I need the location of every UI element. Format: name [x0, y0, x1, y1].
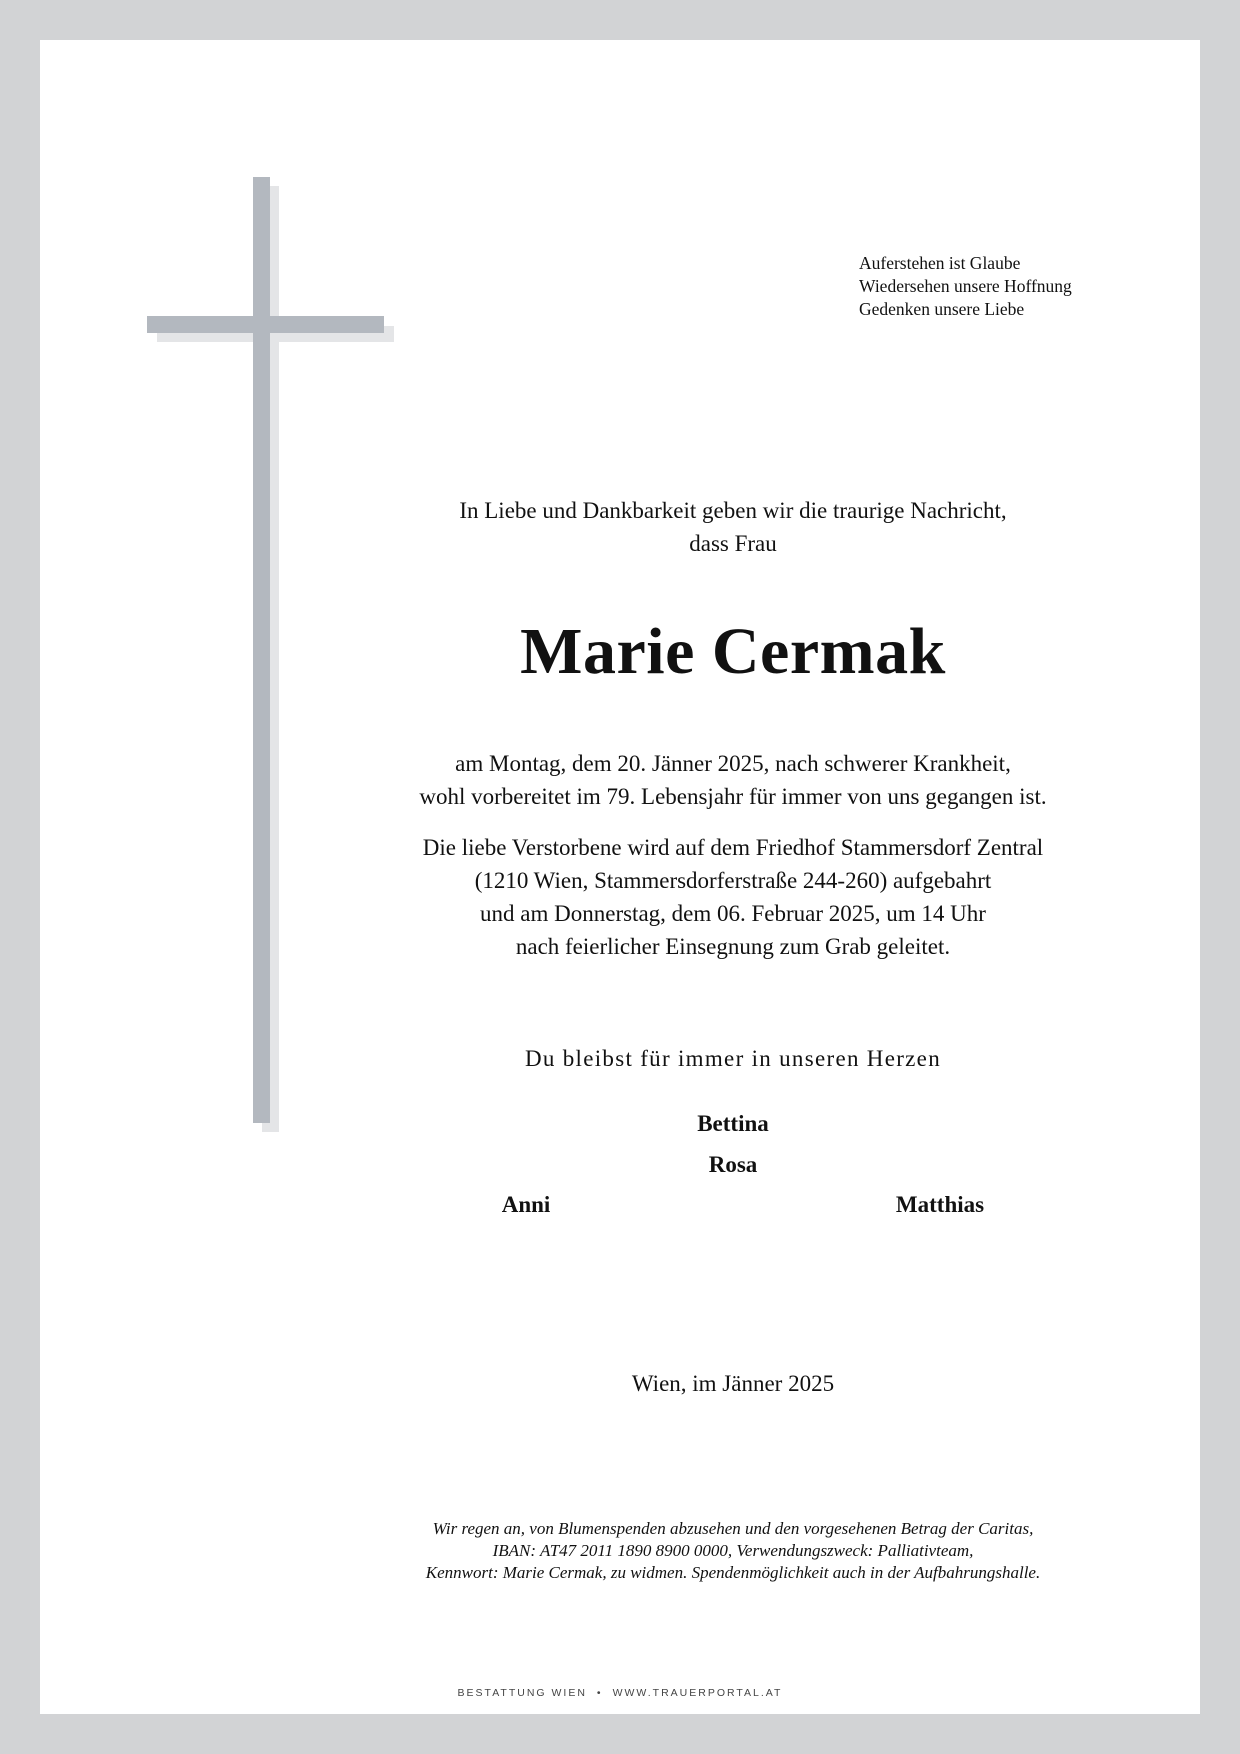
- intro-line: In Liebe und Dankbarkeit geben wir die traurige Nachricht,: [459, 498, 1007, 523]
- funeral-line: Die liebe Verstorbene wird auf dem Friedhof Stammersdorf Zentral: [422, 835, 1044, 860]
- funeral-line: und am Donnerstag, dem 06. Februar 2025, um 14 Uhr: [480, 901, 986, 926]
- mourner-rosa: Rosa: [708, 1152, 758, 1177]
- place-date: Wien, im Jänner 2025: [631, 1371, 835, 1396]
- passing-line: wohl vorbereitet im 79. Lebensjahr für immer von uns gegangen ist.: [419, 784, 1047, 809]
- donation-note: [375, 1518, 1091, 1584]
- farewell-line: Du bleibst für immer in unseren Herzen: [524, 1046, 941, 1071]
- motto-verse: [859, 252, 1072, 321]
- intro-line: dass Frau: [689, 531, 777, 556]
- donation-line: Kennwort: Marie Cermak, zu widmen. Spendenmöglichkeit auch in der Aufbahrungshalle.: [425, 1563, 1041, 1582]
- donation-line: Wir regen an, von Blumenspenden abzusehen und den vorgesehenen Betrag der Caritas,: [432, 1519, 1034, 1538]
- mourner-anni: Anni: [501, 1192, 551, 1217]
- announcement-intro: [375, 494, 1091, 560]
- footer: [0, 1687, 1240, 1699]
- cross-icon-beam: [147, 316, 384, 333]
- motto-line: Auferstehen ist Glaube: [859, 253, 1021, 273]
- motto-line: Wiedersehen unsere Hoffnung: [859, 276, 1072, 296]
- motto-line: Gedenken unsere Liebe: [859, 299, 1025, 319]
- footer-website-link[interactable]: WWW.TRAUERPORTAL.AT: [612, 1687, 783, 1699]
- footer-company: BESTATTUNG WIEN: [457, 1687, 587, 1699]
- footer-separator: •: [596, 1687, 603, 1699]
- funeral-paragraph: [375, 831, 1091, 963]
- donation-line: IBAN: AT47 2011 1890 8900 0000, Verwendungszweck: Palliativteam,: [492, 1541, 974, 1560]
- mourner-bettina: Bettina: [697, 1111, 769, 1136]
- passing-line: am Montag, dem 20. Jänner 2025, nach schwerer Krankheit,: [455, 751, 1011, 776]
- passing-paragraph: [375, 747, 1091, 813]
- funeral-line: (1210 Wien, Stammersdorferstraße 244-260) aufgebahrt: [474, 868, 992, 893]
- deceased-name: Marie Cermak: [520, 615, 946, 688]
- mourner-matthias: Matthias: [895, 1192, 985, 1217]
- funeral-line: nach feierlicher Einsegnung zum Grab geleitet.: [515, 934, 951, 959]
